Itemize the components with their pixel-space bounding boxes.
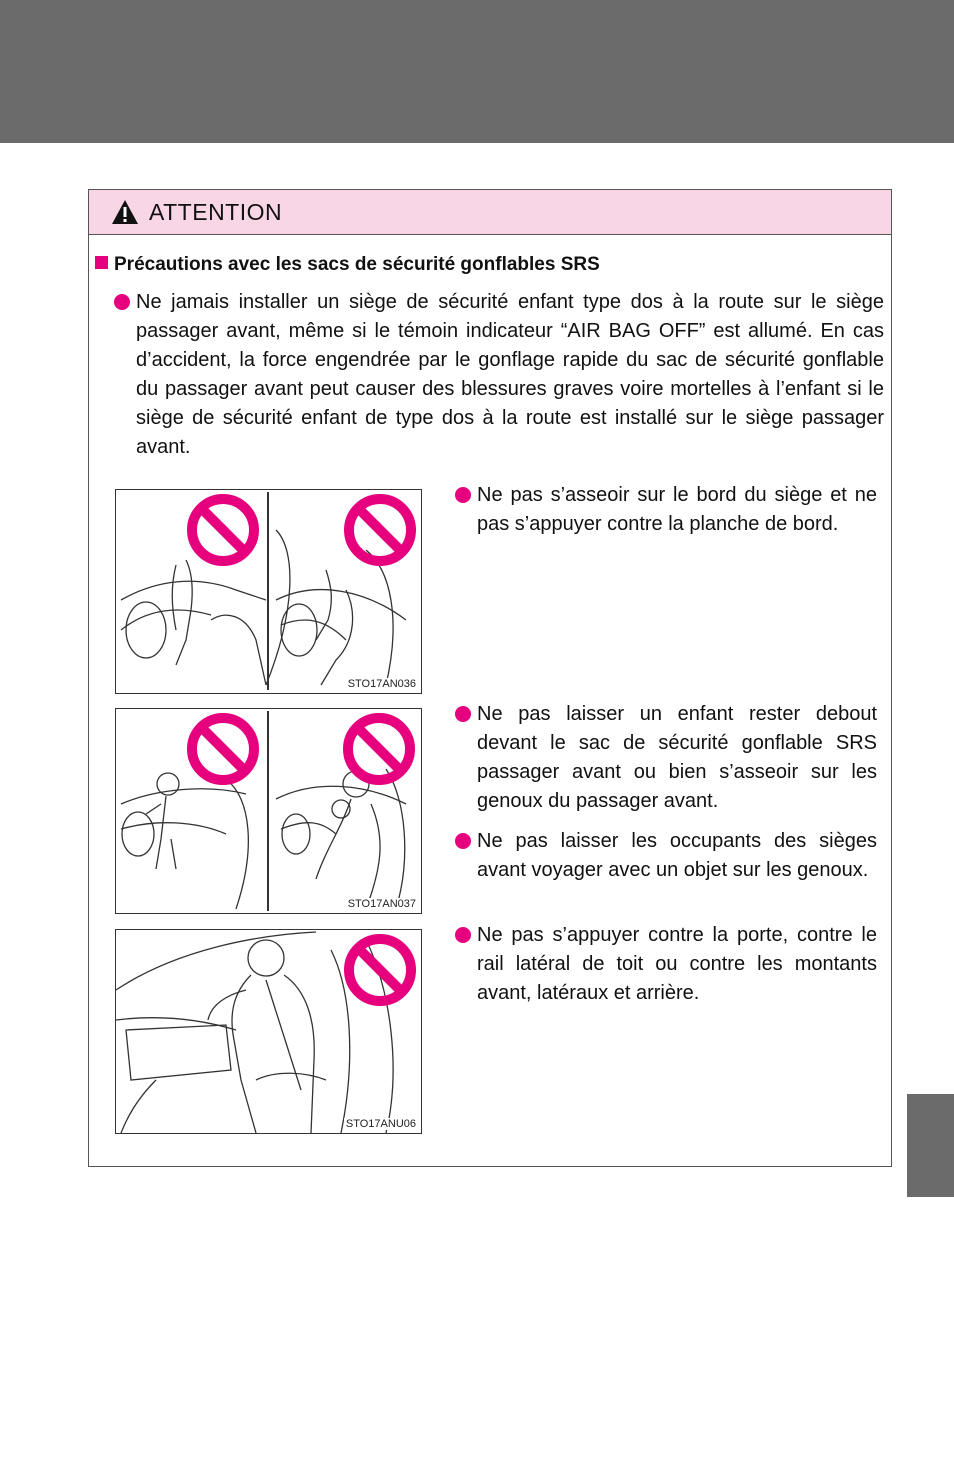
illustration-code: STO17ANU06	[345, 1118, 416, 1130]
illustration-drawing	[116, 930, 421, 1133]
illustration-code: STO17AN037	[347, 898, 416, 910]
bullet-item	[477, 921, 877, 1008]
bullet-dot-icon	[455, 927, 471, 943]
bullet-item	[136, 288, 884, 462]
illustration-code: STO17AN036	[347, 678, 416, 690]
section-title	[95, 254, 600, 276]
bullet-text: Ne pas s’appuyer contre la porte, contre le rail latéral de toit ou contre les montants avant, latéraux et arrière.	[477, 924, 877, 1004]
warning-header	[89, 190, 891, 235]
bullet-text: Ne pas laisser un enfant rester debout devant le sac de sécurité gonflable SRS passager avant ou bien s’asseoir sur les genoux du passager avant.	[477, 703, 877, 812]
page-header-band	[0, 0, 954, 143]
illustration-drawing	[116, 490, 421, 693]
bullet-text: Ne pas s’asseoir sur le bord du siège et ne pas s’appuyer contre la planche de bord.	[477, 484, 877, 535]
bullet-dot-icon	[455, 833, 471, 849]
bullet-item	[477, 481, 877, 539]
prohibited-icon	[349, 939, 411, 1001]
warning-box	[88, 189, 892, 1167]
illustration-drawing	[116, 709, 421, 913]
prohibited-icon	[192, 499, 254, 561]
prohibited-icon	[192, 718, 254, 780]
bullet-item	[477, 827, 877, 885]
square-bullet-icon	[95, 256, 108, 269]
bullet-dot-icon	[455, 487, 471, 503]
bullet-dot-icon	[114, 294, 130, 310]
bullet-item	[477, 700, 877, 816]
illustration-child-standing	[115, 708, 422, 914]
illustration-leaning-door	[115, 929, 422, 1134]
chapter-tab	[907, 1094, 954, 1197]
bullet-text: Ne pas laisser les occupants des sièges avant voyager avec un objet sur les genoux.	[477, 830, 877, 881]
prohibited-icon	[348, 718, 410, 780]
warning-triangle-icon	[111, 199, 139, 225]
section-title-text: Précautions avec les sacs de sécurité gonflables SRS	[114, 254, 600, 275]
bullet-text: Ne jamais installer un siège de sécurité enfant type dos à la route sur le siège passager avant, même si le témoin indicateur “AIR BAG OFF” est allumé. En cas d’accident, la force engendrée par le gonflage rapide du sac de sécurité gonflable du passager avant peut causer des blessures graves voire mortelles à l’enfant si le siège de sécurité enfant de type dos à la route est installé sur le siège passager avant.	[136, 291, 884, 458]
illustration-seat-edge	[115, 489, 422, 694]
prohibited-icon	[349, 499, 411, 561]
warning-label: ATTENTION	[149, 199, 283, 225]
bullet-dot-icon	[455, 706, 471, 722]
